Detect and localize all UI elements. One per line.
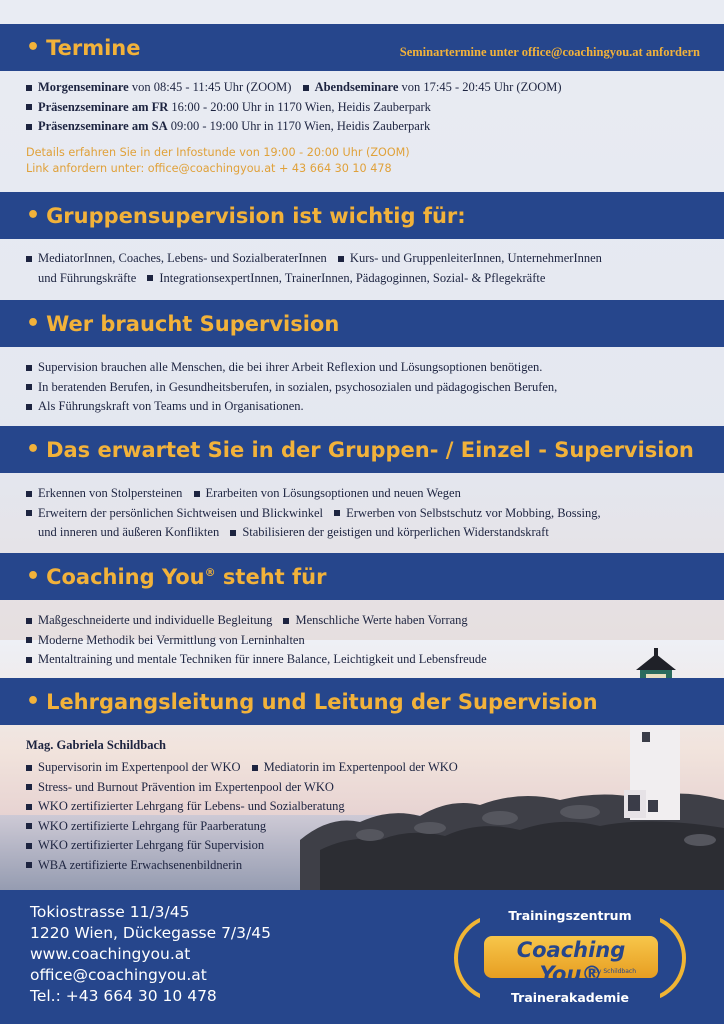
list-text: Maßgeschneiderte und individuelle Begleitung [38,613,273,627]
morning-time: von 08:45 - 11:45 Uhr (ZOOM) [128,80,292,94]
square-bullet-icon [26,862,32,868]
logo-badge [484,936,658,986]
list-text: Erkennen von Stolpersteinen [38,486,183,500]
list-text: Supervisorin im Expertenpool der WKO [38,760,241,774]
list-text: Mediatorin im Expertenpool der WKO [263,760,458,774]
termine-header [0,24,724,71]
list-item [26,797,345,817]
info-session-text: Details erfahren Sie in der Infostunde von 19:00 - 20:00 Uhr (ZOOM) [26,146,410,159]
title-rest: steht für [215,564,327,589]
erwartet-header [0,426,724,473]
list-text: Kurs- und GruppenleiterInnen, UnternehmerInnen [349,251,602,265]
logo-top-text: Trainingszentrum [508,908,632,923]
bullet-dot: • [26,35,41,60]
coaching-header [0,553,724,600]
website-link[interactable]: www.coachingyou.at [30,945,191,963]
list-item [38,523,549,543]
square-bullet-icon [26,618,32,624]
seminar-request-note: Seminartermine unter office@coachingyou.at anfordern [399,45,700,59]
list-text: Stabilisieren der geistigen und körperlichen Widerstandskraft [242,525,549,539]
square-bullet-icon [230,530,236,536]
friday-time: 16:00 - 20:00 Uhr in 1170 Wien, Heidis Zauberpark [168,99,431,114]
square-bullet-icon [26,85,32,91]
list-text: Erweitern der persönlichen Sichtweisen und Blickwinkel [38,505,323,520]
list-text: Menschliche Werte haben Vorrang [295,613,468,627]
leitung-header [0,678,724,725]
square-bullet-icon [26,784,32,790]
logo-by-text: by Schildbach [594,968,636,975]
instructor-name: Mag. Gabriela Schildbach [26,738,166,752]
square-bullet-icon [26,804,32,810]
list-text: WBA zertifizierte Erwachsenenbildnerin [38,857,243,872]
square-bullet-icon [26,843,32,849]
square-bullet-icon [26,657,32,663]
list-item [26,358,542,378]
list-item [26,758,458,778]
list-item [26,631,305,651]
square-bullet-icon [26,104,32,110]
list-text: In beratenden Berufen, in Gesundheitsberufen, in sozialen, psychosozialen und pädagogischen Berufen, [38,379,558,394]
morning-label: Morgenseminare [38,80,129,94]
evening-time: von 17:45 - 20:45 Uhr (ZOOM) [398,80,562,94]
list-text: WKO zertifizierte Lehrgang für Paarberatung [38,818,267,833]
bullet-dot: • [26,203,41,228]
list-item [26,817,266,837]
list-text: WKO zertifizierter Lehrgang für Lebens- und Sozialberatung [38,799,345,813]
address-line: Tokiostrasse 11/3/45 [30,903,190,921]
wer-header [0,300,724,347]
square-bullet-icon [194,491,200,497]
list-text: Erwerben von Selbstschutz vor Mobbing, Bossing, [346,505,601,520]
square-bullet-icon [252,765,258,771]
bullet-dot: • [26,311,41,336]
section-title: Termine [46,35,141,60]
list-item [26,650,487,670]
contact-block [30,902,271,1007]
square-bullet-icon [147,275,153,281]
list-item [26,611,468,631]
square-bullet-icon [26,491,32,497]
list-item [26,836,264,856]
square-bullet-icon [26,823,32,829]
list-item [26,856,242,876]
square-bullet-icon [26,365,32,371]
saturday-label: Präsenzseminare am SA [38,119,168,133]
list-text: Stress- und Burnout Prävention im Expertenpool der WKO [38,779,334,794]
section-title: Lehrgangsleitung und Leitung der Supervision [46,689,598,714]
list-text: Erarbeiten von Lösungsoptionen und neuen Wegen [205,486,461,500]
list-text: IntegrationsexpertInnen, TrainerInnen, Pädagoginnen, Sozial- & Pflegekräfte [159,270,546,285]
contact-link-text[interactable]: Link anfordern unter: office@coachingyou.at + 43 664 30 10 478 [26,162,392,175]
square-bullet-icon [26,124,32,130]
address-line: 1220 Wien, Dückegasse 7/3/45 [30,924,271,942]
list-item [26,249,602,269]
footer [0,890,724,1024]
square-bullet-icon [334,510,340,516]
coaching-you-logo [450,902,690,1014]
list-text: Moderne Methodik bei Vermittlung von Lerninhalten [38,632,305,647]
list-text: WKO zertifizierter Lehrgang für Supervision [38,838,265,852]
list-item [26,98,431,118]
section-title: Gruppensupervision ist wichtig für: [46,203,466,228]
square-bullet-icon [283,618,289,624]
section-title: Das erwartet Sie in der Gruppen- / Einzel - Supervision [46,437,694,462]
logo-bottom-text: Trainerakademie [511,990,629,1005]
list-item [26,397,304,417]
list-text: MediatorInnen, Coaches, Lebens- und SozialberaterInnen [38,251,327,265]
list-item [26,778,334,798]
friday-label: Präsenzseminare am FR [38,99,169,114]
section-title: Wer braucht Supervision [46,311,340,336]
list-item [26,117,430,137]
logo-brand: Coaching You® [516,938,626,986]
list-text: Supervision brauchen alle Menschen, die bei ihrer Arbeit Reflexion und Lösungsoptionen benötigen. [38,360,543,374]
square-bullet-icon [26,765,32,771]
list-item [26,484,461,504]
list-item [26,378,557,398]
list-item [38,269,545,289]
list-text: und inneren und äußeren Konflikten [38,525,220,539]
square-bullet-icon [338,256,344,262]
list-text: Als Führungskraft von Teams und in Organisationen. [38,399,304,413]
bullet-dot: • [26,689,41,714]
square-bullet-icon [26,384,32,390]
square-bullet-icon [303,85,309,91]
list-item [26,504,601,524]
email-link[interactable]: office@coachingyou.at [30,966,207,984]
registered-mark: ® [204,565,216,579]
saturday-time: 09:00 - 19:00 Uhr in 1170 Wien, Heidis Zauberpark [167,119,431,133]
square-bullet-icon [26,256,32,262]
evening-label: Abendseminare [314,80,399,94]
bullet-dot: • [26,564,41,589]
brand-name: Coaching You [46,564,205,589]
gruppen-header [0,192,724,239]
list-text: und Führungskräfte [38,270,137,285]
list-text: Mentaltraining und mentale Techniken für innere Balance, Leichtigkeit und Lebensfreude [38,652,487,666]
list-item [26,78,562,98]
section-title [46,565,326,589]
square-bullet-icon [26,510,32,516]
square-bullet-icon [26,404,32,410]
bullet-dot: • [26,437,41,462]
phone-number[interactable]: Tel.: +43 664 30 10 478 [30,987,217,1005]
square-bullet-icon [26,637,32,643]
